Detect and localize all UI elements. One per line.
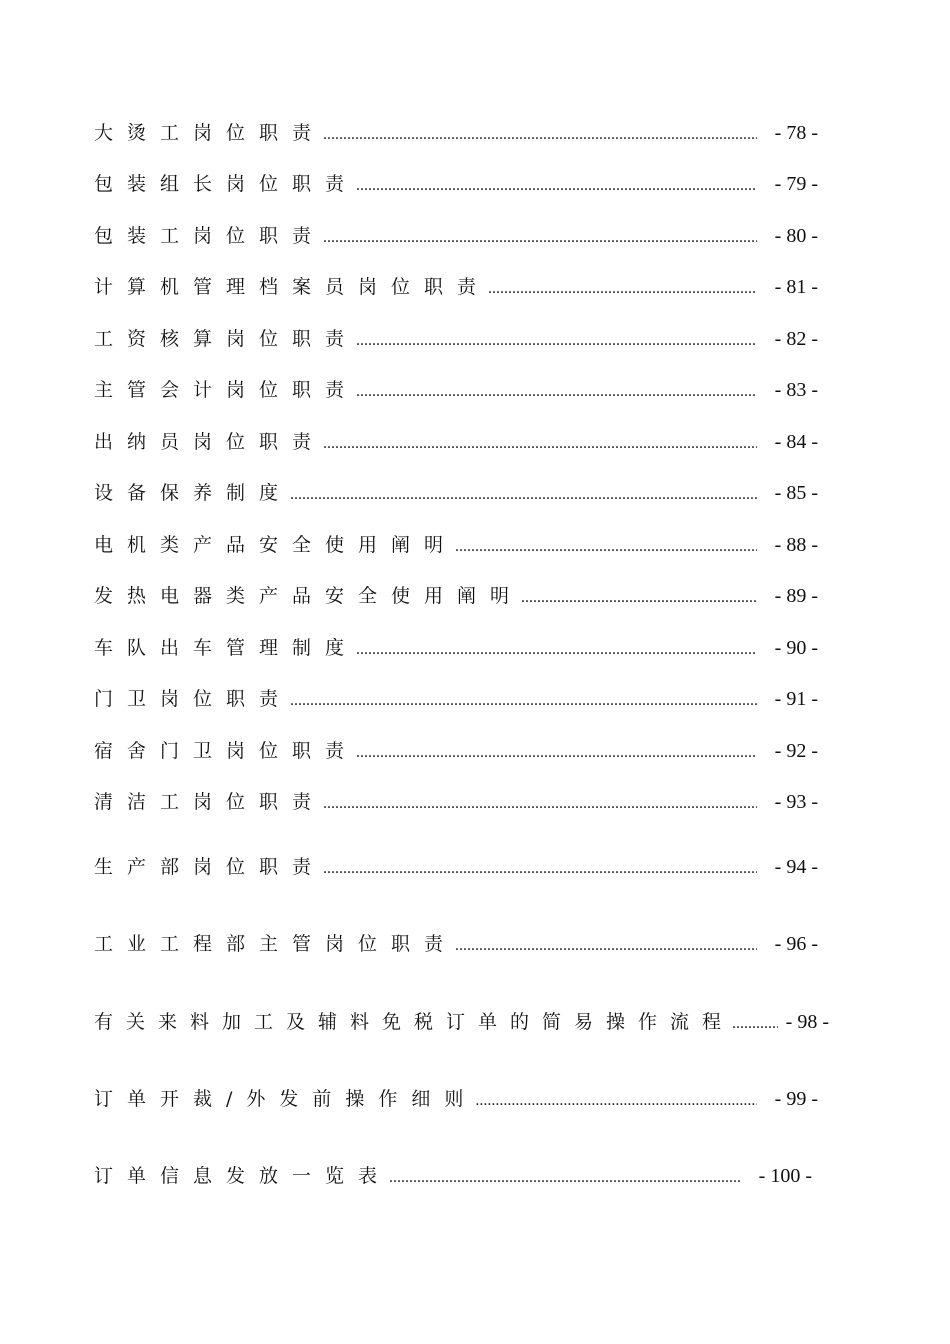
toc-entry-title: 有关来料加工及辅料免税订单的简易操作流程 <box>94 1011 735 1033</box>
toc-entry-title: 门卫岗位职责 <box>94 688 293 710</box>
toc-entry-title: 工资核算岗位职责 <box>94 328 359 350</box>
toc-entry[interactable] <box>94 430 818 456</box>
toc-entry-title: 生产部岗位职责 <box>94 856 326 878</box>
toc-dot-leader <box>475 1089 756 1113</box>
toc-entry[interactable] <box>94 224 818 250</box>
toc-entry-title: 车队出车管理制度 <box>94 637 359 659</box>
toc-entry[interactable] <box>94 687 818 713</box>
toc-dot-leader <box>356 741 757 765</box>
toc-page-number: - 82 - <box>774 328 818 350</box>
toc-entry[interactable] <box>94 1087 818 1113</box>
toc-dot-leader <box>389 1166 741 1190</box>
toc-entry[interactable] <box>94 790 818 816</box>
toc-entry-title: 订单信息发放一览表 <box>94 1165 392 1187</box>
toc-entry-title: 计算机管理档案员岗位职责 <box>94 276 491 298</box>
toc-page-number: - 92 - <box>774 740 818 762</box>
toc-page-number: - 78 - <box>774 122 818 144</box>
toc-entry[interactable] <box>94 636 818 662</box>
toc-page-number: - 99 - <box>774 1088 818 1110</box>
toc-entry[interactable] <box>94 739 818 765</box>
toc-dot-leader <box>521 586 757 610</box>
toc-dot-leader <box>356 329 757 353</box>
toc-page-number: - 81 - <box>774 276 818 298</box>
toc-entry[interactable] <box>94 481 818 507</box>
toc-page-number: - 98 - <box>785 1011 829 1033</box>
toc-entry-title: 包装工岗位职责 <box>94 225 326 247</box>
toc-dot-leader <box>356 174 757 198</box>
toc-page-number: - 88 - <box>774 534 818 556</box>
toc-dot-leader <box>455 535 757 559</box>
toc-page-number: - 80 - <box>774 225 818 247</box>
toc-dot-leader <box>290 483 757 507</box>
toc-entry[interactable] <box>94 172 818 198</box>
toc-dot-leader <box>323 857 757 881</box>
toc-entry-title: 工业工程部主管岗位职责 <box>94 933 458 955</box>
toc-dot-leader <box>488 277 757 301</box>
toc-entry-title: 设备保养制度 <box>94 482 293 504</box>
toc-page-number: - 79 - <box>774 173 818 195</box>
toc-dot-leader <box>323 123 757 147</box>
toc-entry-title: 发热电器类产品安全使用阐明 <box>94 585 524 607</box>
toc-entry[interactable] <box>94 1010 829 1036</box>
toc-entry[interactable] <box>94 855 818 881</box>
toc-entry[interactable] <box>94 932 818 958</box>
toc-entry-title: 电机类产品安全使用阐明 <box>94 534 458 556</box>
toc-dot-leader <box>455 934 757 958</box>
toc-entry[interactable] <box>94 275 818 301</box>
toc-page-number: - 100 - <box>758 1165 812 1187</box>
toc-entry-title: 主管会计岗位职责 <box>94 379 359 401</box>
toc-page-number: - 93 - <box>774 791 818 813</box>
toc-dot-leader <box>323 792 757 816</box>
toc-page-number: - 89 - <box>774 585 818 607</box>
toc-page-number: - 91 - <box>774 688 818 710</box>
toc-dot-leader <box>356 638 757 662</box>
toc-entry-title: 订单开裁/外发前操作细则 <box>94 1088 478 1110</box>
toc-page-number: - 94 - <box>774 856 818 878</box>
toc-entry[interactable] <box>94 121 818 147</box>
toc-dot-leader <box>323 226 757 250</box>
toc-page-number: - 84 - <box>774 431 818 453</box>
toc-page-number: - 83 - <box>774 379 818 401</box>
toc-entry-title: 出纳员岗位职责 <box>94 431 326 453</box>
toc-dot-leader <box>732 1012 778 1036</box>
toc-dot-leader <box>356 380 757 404</box>
toc-entry-title: 包装组长岗位职责 <box>94 173 359 195</box>
toc-entry-title: 宿舍门卫岗位职责 <box>94 740 359 762</box>
toc-entry[interactable] <box>94 584 818 610</box>
toc-entry-title: 大烫工岗位职责 <box>94 122 326 144</box>
toc-entry[interactable] <box>94 327 818 353</box>
toc-page-number: - 96 - <box>774 933 818 955</box>
toc-page-number: - 85 - <box>774 482 818 504</box>
toc-entry[interactable] <box>94 378 818 404</box>
toc-entry[interactable] <box>94 533 818 559</box>
toc-entry-title: 清洁工岗位职责 <box>94 791 326 813</box>
toc-dot-leader <box>290 689 757 713</box>
toc-entry[interactable] <box>94 1164 812 1190</box>
toc-dot-leader <box>323 432 757 456</box>
toc-page-number: - 90 - <box>774 637 818 659</box>
